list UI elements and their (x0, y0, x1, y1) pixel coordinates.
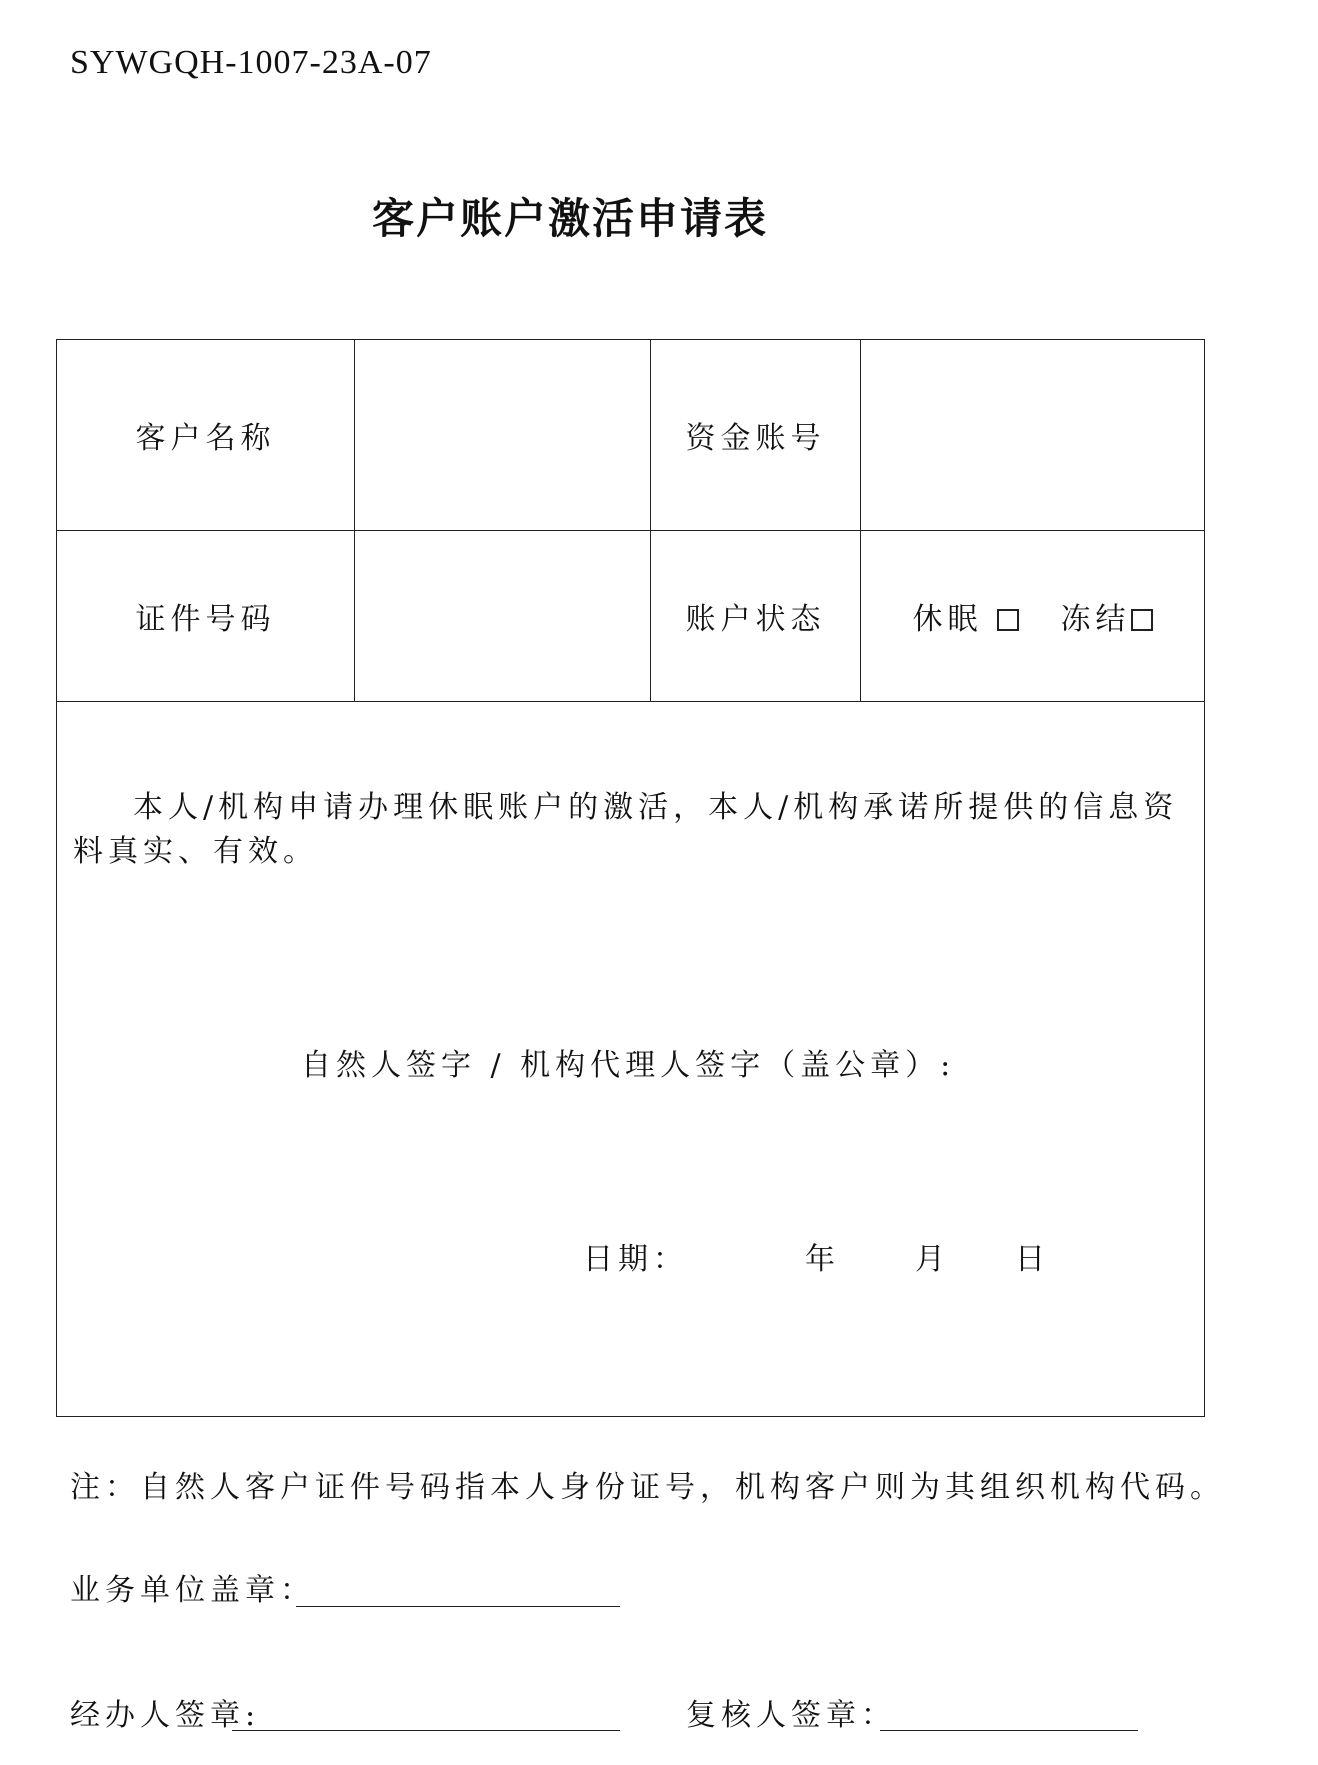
reviewer-sign-line[interactable] (880, 1730, 1138, 1731)
table-row (57, 702, 1205, 1417)
frozen-checkbox[interactable] (1131, 609, 1153, 631)
id-number-field[interactable] (355, 531, 651, 702)
year-label: 年 (805, 1242, 840, 1277)
account-status-options (861, 531, 1205, 702)
footnote: 注：自然人客户证件号码指本人身份证号，机构客户则为其组织机构代码。 (70, 1470, 1225, 1505)
reviewer-sign-label: 复核人签章： (686, 1698, 896, 1733)
status-option-label: 冻结 (1060, 602, 1131, 637)
declaration-cell (57, 702, 1205, 1417)
day-label: 日 (1015, 1242, 1050, 1277)
customer-name-label: 客户名称 (57, 340, 355, 531)
status-option-label: 休眠 (912, 602, 983, 637)
fund-account-field[interactable] (861, 340, 1205, 531)
customer-name-field[interactable] (355, 340, 651, 531)
handler-sign-line[interactable] (232, 1730, 620, 1731)
dormant-checkbox[interactable] (997, 609, 1019, 631)
table-row (57, 531, 1205, 702)
document-code: SYWGQH-1007-23A-07 (70, 44, 432, 81)
month-label: 月 (915, 1242, 950, 1277)
account-status-label: 账户状态 (651, 531, 861, 702)
signature-label: 自然人签字 / 机构代理人签字（盖公章）: (301, 1048, 956, 1083)
handler-sign-label: 经办人签章: (70, 1698, 261, 1733)
business-unit-seal-line[interactable] (296, 1606, 620, 1607)
id-number-label: 证件号码 (57, 531, 355, 702)
declaration-statement: 本人/机构申请办理休眠账户的激活，本人/机构承诺所提供的信息资料真实、有效。 (73, 790, 1179, 869)
fund-account-label: 资金账号 (651, 340, 861, 531)
business-unit-seal-label: 业务单位盖章： (70, 1573, 315, 1608)
date-label: 日期： (583, 1242, 688, 1277)
status-option-frozen[interactable] (1061, 594, 1153, 638)
date-line (57, 1234, 1204, 1278)
application-form-table (56, 339, 1205, 1417)
table-row (57, 340, 1205, 531)
form-title: 客户账户激活申请表 (371, 194, 768, 243)
status-option-dormant[interactable] (913, 594, 1019, 638)
